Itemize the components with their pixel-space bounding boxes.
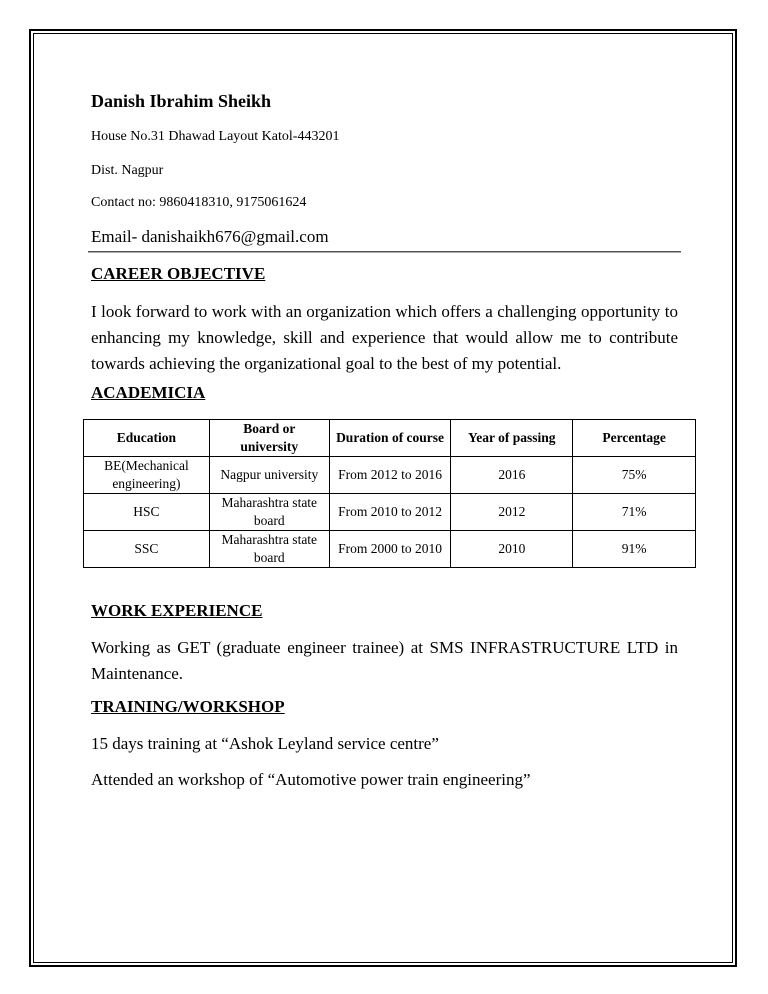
cell-duration: From 2010 to 2012 [329,494,451,531]
cell-board: Nagpur university [209,457,329,494]
contact-line: Contact no: 9860418310, 9175061624 [91,195,307,210]
career-objective-heading: CAREER OBJECTIVE [91,264,266,283]
table-row [84,457,696,494]
cell-board: Maharashtra state board [209,531,329,568]
column-header-education: Education [84,420,210,457]
email-line: Email- danishaikh676@gmail.com [91,227,329,246]
training-heading: TRAINING/WORKSHOP [91,697,285,716]
column-header-percentage: Percentage [573,420,696,457]
cell-year: 2012 [451,494,573,531]
cell-education: BE(Mechanical engineering) [84,457,210,494]
header-divider [88,251,681,253]
academics-heading: ACADEMICIA [91,383,206,402]
training-item: Attended an workshop of “Automotive power train engineering” [91,770,531,789]
cell-education: HSC [84,494,210,531]
career-objective-text: I look forward to work with an organization which offers a challenging opportunity to enhancing my knowledge, skill and experience that would allow me to contribute towards achieving the organizational goal to the best of my potential. [91,302,678,373]
district-line: Dist. Nagpur [91,163,164,178]
cell-percentage: 91% [573,531,696,568]
candidate-name: Danish Ibrahim Sheikh [91,91,272,111]
academics-table [83,419,696,568]
cell-duration: From 2000 to 2010 [329,531,451,568]
table-header-row [84,420,696,457]
column-header-board: Board or university [209,420,329,457]
work-experience-text: Working as GET (graduate engineer trainee) at SMS INFRASTRUCTURE LTD in Maintenance. [91,638,678,683]
cell-duration: From 2012 to 2016 [329,457,451,494]
column-header-duration: Duration of course [329,420,451,457]
cell-percentage: 71% [573,494,696,531]
cell-education: SSC [84,531,210,568]
work-experience-heading: WORK EXPERIENCE [91,601,263,620]
table-row [84,494,696,531]
cell-year: 2016 [451,457,573,494]
cell-year: 2010 [451,531,573,568]
address-line: House No.31 Dhawad Layout Katol-443201 [91,129,340,144]
column-header-year: Year of passing [451,420,573,457]
cell-board: Maharashtra state board [209,494,329,531]
training-item: 15 days training at “Ashok Leyland service centre” [91,734,439,753]
cell-percentage: 75% [573,457,696,494]
table-row [84,531,696,568]
